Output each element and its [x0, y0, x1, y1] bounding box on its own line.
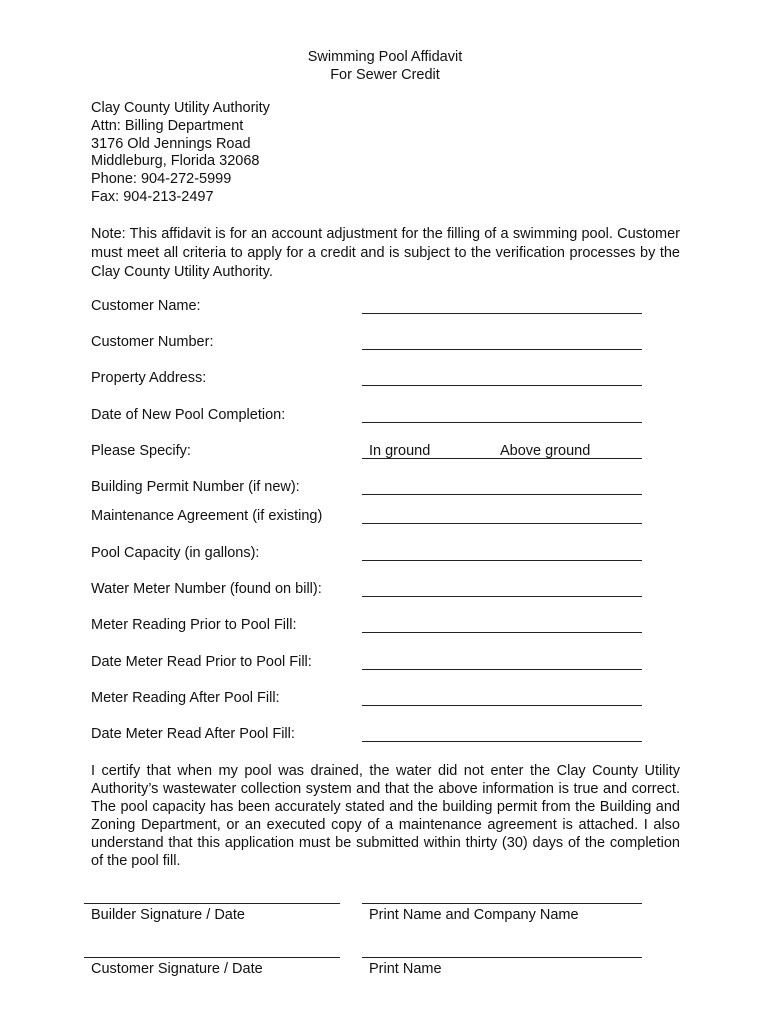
pool-completion-line[interactable] — [362, 422, 642, 423]
customer-number-row — [91, 333, 642, 353]
address-phone: Phone: 904-272-5999 — [91, 171, 232, 188]
please-specify-line — [362, 458, 642, 459]
date-prior-label: Date Meter Read Prior to Pool Fill: — [91, 654, 312, 670]
reading-after-label: Meter Reading After Pool Fill: — [91, 690, 280, 706]
document-title: Swimming Pool Affidavit — [307, 49, 463, 65]
pool-capacity-row — [91, 544, 642, 564]
builder-signature-line[interactable] — [84, 903, 340, 904]
water-meter-row — [91, 580, 642, 600]
pool-capacity-line[interactable] — [362, 560, 642, 561]
pool-completion-label: Date of New Pool Completion: — [91, 407, 286, 423]
in-ground-option[interactable]: In ground — [369, 443, 431, 459]
address-fax: Fax: 904-213-2497 — [91, 188, 214, 205]
pool-completion-row — [91, 406, 642, 426]
note-paragraph: Note: This affidavit is for an account adjustment for the filling of a swimming pool. Customer must meet all criteria to apply for a credit and is subject to the verification processes by the Clay County Utility Authority. — [91, 226, 680, 280]
print-company-label: Print Name and Company Name — [369, 907, 579, 923]
address-block — [91, 100, 270, 207]
document-subtitle: For Sewer Credit — [330, 67, 440, 83]
customer-name-row — [91, 297, 642, 317]
maintenance-agreement-line[interactable] — [362, 523, 642, 524]
date-prior-line[interactable] — [362, 669, 642, 670]
customer-name-line[interactable] — [362, 313, 642, 314]
building-permit-row — [91, 478, 642, 498]
reading-prior-line[interactable] — [362, 632, 642, 633]
reading-prior-row — [91, 616, 642, 636]
customer-signature-line[interactable] — [84, 957, 340, 958]
address-org: Clay County Utility Authority — [91, 100, 270, 116]
please-specify-label: Please Specify: — [91, 443, 191, 459]
reading-after-line[interactable] — [362, 705, 642, 706]
address-city: Middleburg, Florida 32068 — [91, 153, 260, 170]
customer-number-line[interactable] — [362, 349, 642, 350]
building-permit-line[interactable] — [362, 494, 642, 495]
above-ground-option[interactable]: Above ground — [500, 443, 591, 459]
customer-signature-label: Customer Signature / Date — [91, 961, 263, 977]
building-permit-label: Building Permit Number (if new): — [91, 479, 300, 495]
date-prior-row — [91, 653, 642, 673]
reading-after-row — [91, 689, 642, 709]
please-specify-row — [91, 442, 642, 462]
date-after-label: Date Meter Read After Pool Fill: — [91, 726, 295, 742]
customer-number-label: Customer Number: — [91, 334, 214, 350]
customer-name-label: Customer Name: — [91, 298, 201, 314]
reading-prior-label: Meter Reading Prior to Pool Fill: — [91, 617, 297, 633]
address-street: 3176 Old Jennings Road — [91, 135, 251, 152]
pool-capacity-label: Pool Capacity (in gallons): — [91, 545, 260, 561]
print-company-line[interactable] — [362, 903, 642, 904]
property-address-row — [91, 369, 642, 389]
address-attn: Attn: Billing Department — [91, 117, 244, 134]
water-meter-label: Water Meter Number (found on bill): — [91, 581, 322, 597]
builder-signature-label: Builder Signature / Date — [91, 907, 245, 923]
maintenance-agreement-label: Maintenance Agreement (if existing) — [91, 508, 323, 524]
date-after-row — [91, 725, 642, 745]
print-name-line[interactable] — [362, 957, 642, 958]
certification-paragraph: I certify that when my pool was drained, the water did not enter the Clay County Utility Authority’s wastewater collection system and that the above information is true and correct. The pool capacity has been accurately stated and the building permit from the Building and Zoning Department, or an executed copy of a maintenance agreement is attached. I also understand that this application must be submitted within thirty (30) days of the completion of the pool fill. — [91, 763, 680, 869]
property-address-line[interactable] — [362, 385, 642, 386]
maintenance-agreement-row — [91, 507, 642, 527]
print-name-label: Print Name — [369, 961, 442, 977]
water-meter-line[interactable] — [362, 596, 642, 597]
property-address-label: Property Address: — [91, 370, 207, 386]
date-after-line[interactable] — [362, 741, 642, 742]
